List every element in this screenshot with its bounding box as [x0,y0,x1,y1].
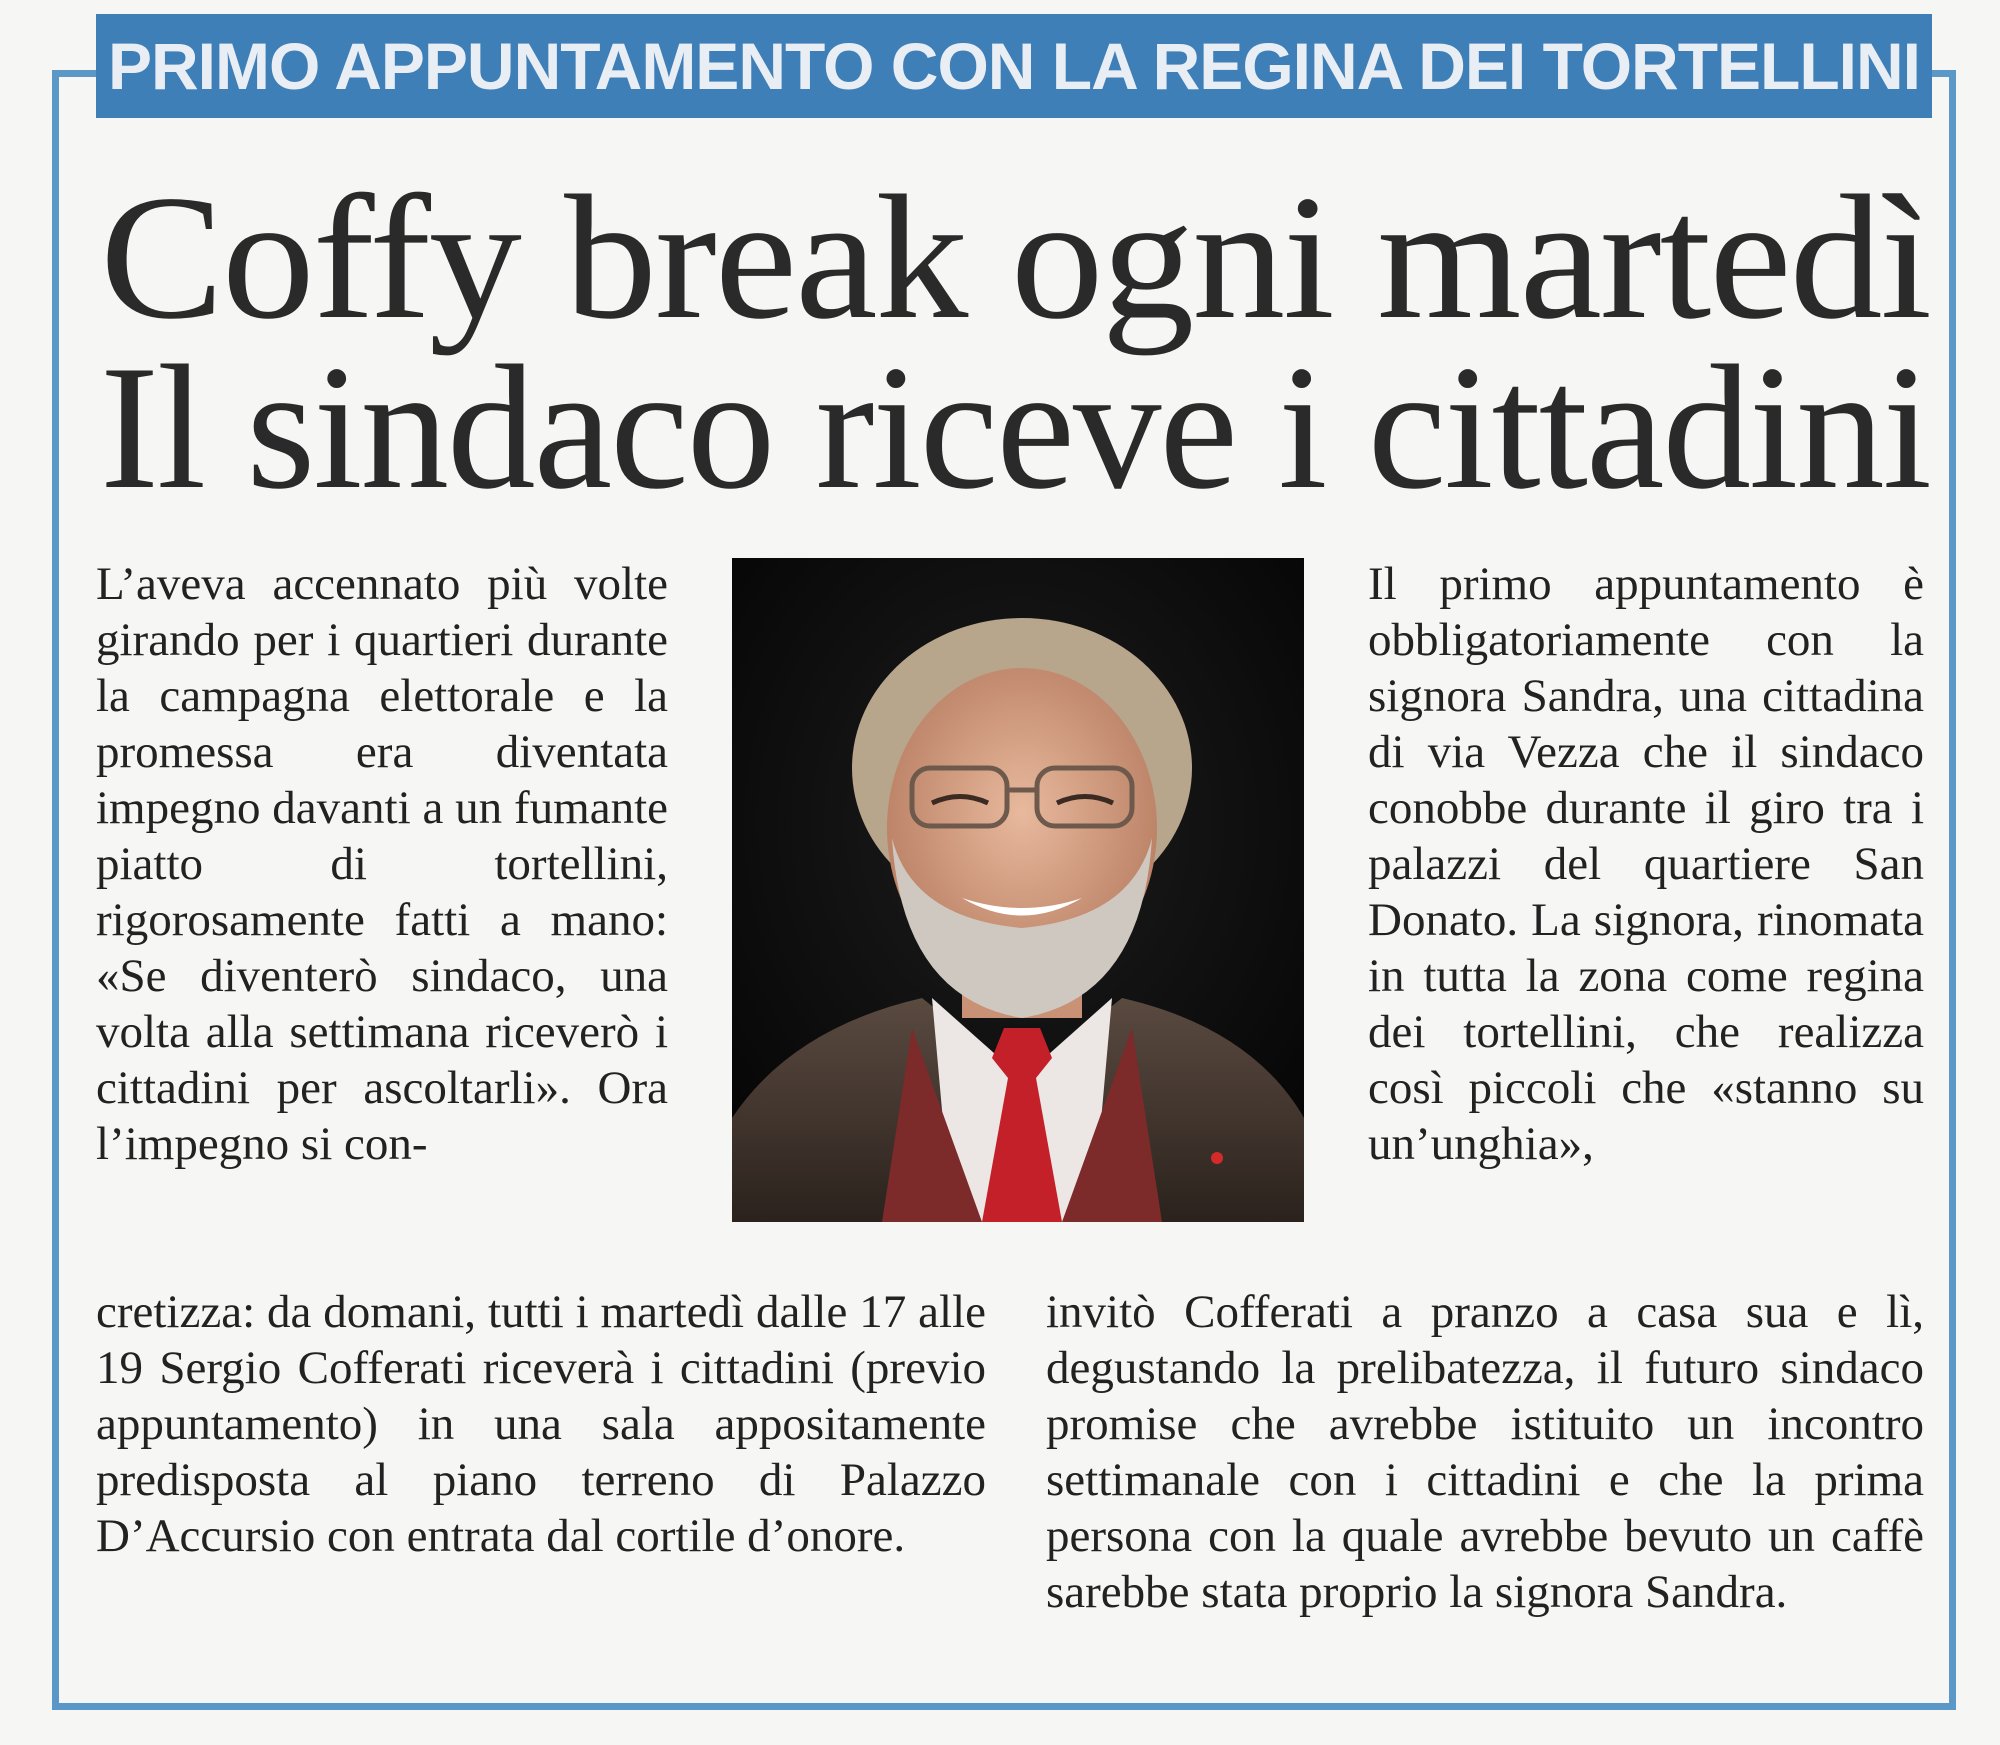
article-right-column: Il primo appuntamento è obbligatoriamente con la signora Sandra, una cittadina di via Vezza che il sindaco conobbe durante il giro tra i palazzi del quartiere San Donato. La signora, rinomata in tutta la zona come regina dei tortellini, che realizza così piccoli che «stanno su un’unghia», [1368,558,1924,1170]
kicker-banner: PRIMO APPUNTAMENTO CON LA REGINA DEI TORTELLINI [96,14,1932,118]
portrait-photo [732,558,1304,1222]
article-right-continued: invitò Cofferati a pranzo a casa sua e lì, degustando la prelibatezza, il futuro sindaco promise che avrebbe istituito un incontro settimanale con i cittadini e che la prima persona con la quale avrebbe bevuto un caffè sarebbe stata proprio la signora Sandra. [1046,1286,1924,1618]
headline-line-1: Coffy break ogni martedì [100,158,1930,356]
article-left-column: L’aveva accennato più volte girando per i quartieri durante la campagna elettorale e la promessa era diventata impegno davanti a un fumante piatto di tortellini, rigorosamente fatti a mano: «Se diventerò sindaco, una volta alla settimana riceverò i cittadini per ascoltarli». Ora l’impegno si con- [96,558,668,1170]
article-left-continued: cretizza: da domani, tutti i martedì dalle 17 alle 19 Sergio Cofferati riceverà i cittadini (previo appuntamento) in una sala appositamente predisposta al piano terreno di Palazzo D’Accursio con entrata dal cortile d’onore. [96,1286,986,1562]
headline-line-2: Il sindaco riceve i cittadini [100,328,1930,526]
portrait-photo-icon [732,558,1304,1222]
